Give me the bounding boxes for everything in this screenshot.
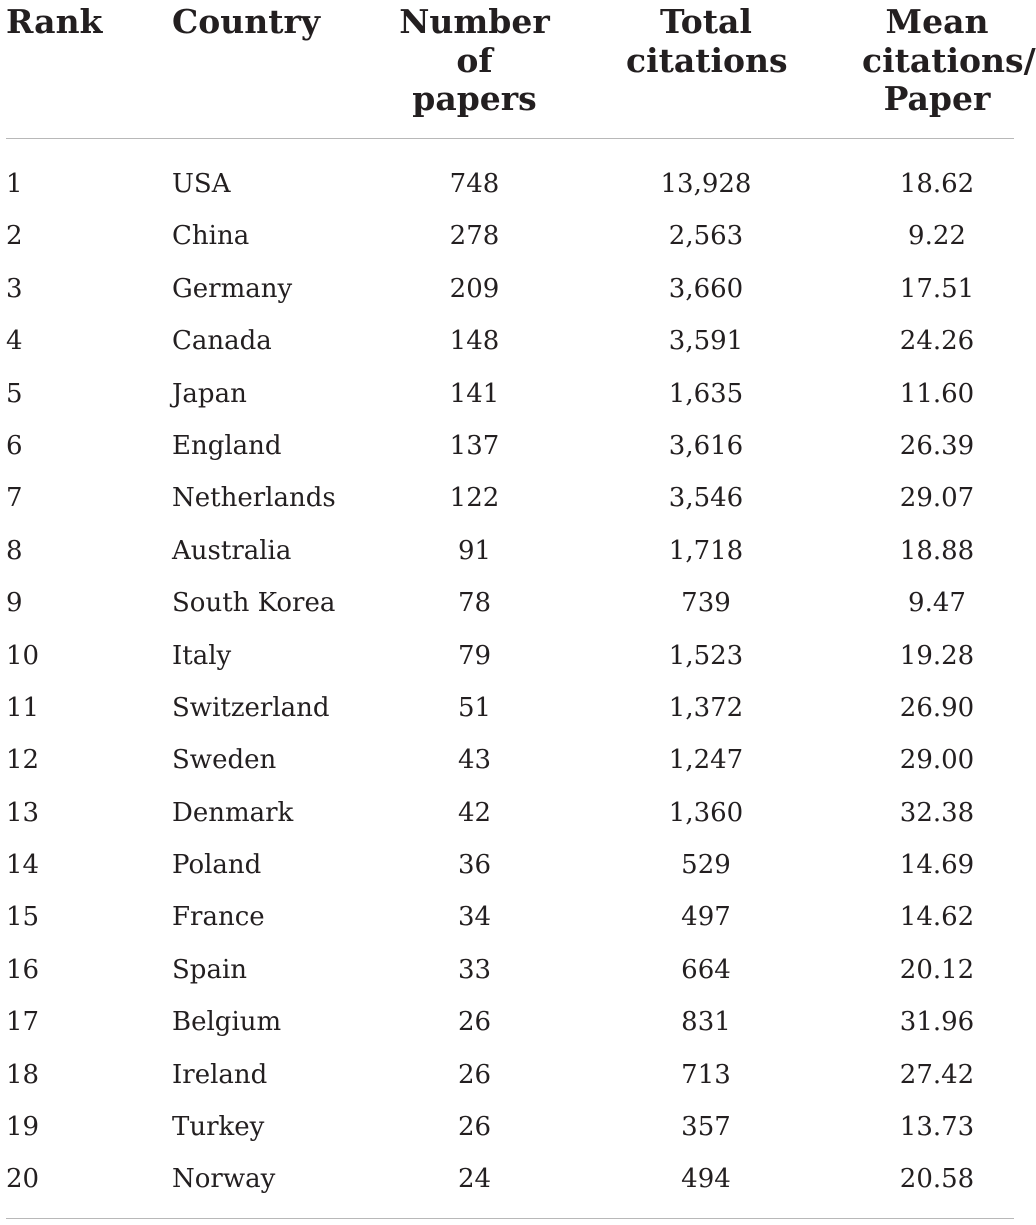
total-citations-cell: 1,372: [668, 692, 744, 723]
table-row: [0, 577, 1017, 629]
table-header: [0, 0, 1036, 120]
country-cell: Australia: [172, 535, 292, 566]
number-of-papers-cell: 26: [457, 1059, 492, 1090]
country-cell: Belgium: [172, 1007, 282, 1038]
mean-citations-cell: 14.62: [899, 902, 975, 933]
rank-cell: 2: [6, 221, 23, 252]
total-citations-cell: 529: [681, 850, 731, 881]
total-citations-cell: 1,523: [668, 640, 744, 671]
header-country: Country: [172, 2, 321, 41]
total-citations-cell: 1,360: [668, 797, 744, 828]
country-cell: Italy: [172, 640, 232, 671]
table-row: [0, 630, 1017, 682]
total-citations-cell: 357: [681, 1112, 731, 1143]
total-citations-cell: 664: [681, 954, 731, 985]
total-citations-cell: 3,660: [668, 273, 744, 304]
rank-cell: 16: [6, 954, 40, 985]
rank-cell: 15: [6, 902, 40, 933]
number-of-papers-cell: 79: [457, 640, 492, 671]
mean-citations-cell: 18.62: [899, 169, 975, 199]
number-of-papers-cell: 24: [457, 1164, 492, 1195]
number-of-papers-cell: 748: [449, 169, 500, 199]
total-citations-cell: 2,563: [668, 221, 744, 252]
rank-cell: 12: [6, 745, 40, 776]
country-cell: Sweden: [172, 745, 277, 776]
number-of-papers-cell: 141: [449, 378, 500, 409]
total-citations-cell: 713: [681, 1059, 731, 1090]
country-cell: Canada: [172, 326, 272, 357]
mean-citations-cell: 9.47: [908, 588, 966, 619]
rank-cell: 9: [6, 588, 23, 619]
rank-cell: 7: [6, 483, 23, 514]
number-of-papers-cell: 36: [457, 850, 492, 881]
mean-citations-cell: 9.22: [908, 221, 966, 252]
mean-citations-cell: 13.73: [899, 1112, 975, 1143]
country-cell: South Korea: [172, 588, 336, 619]
table-row: [0, 525, 1017, 577]
rank-cell: 4: [6, 326, 23, 357]
rank-cell: 11: [6, 692, 40, 723]
country-cell: USA: [172, 169, 231, 199]
country-cell: Poland: [172, 850, 262, 881]
total-citations-cell: 3,591: [668, 326, 744, 357]
country-cell: Japan: [172, 378, 247, 409]
rank-cell: 10: [6, 640, 40, 671]
country-cell: Norway: [172, 1164, 276, 1195]
country-cell: Ireland: [172, 1059, 268, 1090]
mean-citations-cell: 18.88: [899, 535, 975, 566]
table-row: [0, 368, 1017, 420]
table-row: [0, 472, 1017, 524]
header-mean-citations-per-paper: Mean citations/ Paper: [862, 2, 1036, 118]
rank-cell: 19: [6, 1112, 40, 1143]
total-citations-cell: 739: [681, 588, 731, 619]
country-cell: Netherlands: [172, 483, 336, 514]
rank-cell: 17: [6, 1007, 40, 1038]
table-row: [0, 420, 1017, 472]
table-row: [0, 1049, 1017, 1101]
total-citations-cell: 1,635: [668, 378, 744, 409]
table-row: [0, 158, 1017, 210]
rank-cell: 14: [6, 850, 40, 881]
rank-cell: 8: [6, 535, 23, 566]
total-citations-cell: 1,718: [668, 535, 744, 566]
mean-citations-cell: 32.38: [899, 797, 975, 828]
header-total-citations: Total citations: [626, 2, 788, 80]
number-of-papers-cell: 137: [449, 430, 500, 461]
mean-citations-cell: 17.51: [899, 273, 975, 304]
mean-citations-cell: 20.58: [899, 1164, 975, 1195]
mean-citations-cell: 14.69: [899, 850, 975, 881]
table-row: [0, 210, 1017, 262]
number-of-papers-cell: 78: [457, 588, 492, 619]
rank-cell: 18: [6, 1059, 40, 1090]
rank-cell: 5: [6, 378, 23, 409]
country-cell: Denmark: [172, 797, 294, 828]
number-of-papers-cell: 26: [457, 1112, 492, 1143]
country-cell: China: [172, 221, 250, 252]
number-of-papers-cell: 91: [457, 535, 492, 566]
country-cell: Turkey: [172, 1112, 265, 1143]
rank-cell: 3: [6, 273, 23, 304]
total-citations-cell: 497: [681, 902, 731, 933]
total-citations-cell: 13,928: [660, 169, 752, 199]
number-of-papers-cell: 34: [457, 902, 492, 933]
number-of-papers-cell: 122: [449, 483, 500, 514]
table-row: [0, 787, 1017, 839]
mean-citations-cell: 29.00: [899, 745, 975, 776]
total-citations-cell: 3,616: [668, 430, 744, 461]
header-rank: Rank: [6, 2, 103, 41]
country-cell: Germany: [172, 273, 293, 304]
table-row: [0, 263, 1017, 315]
country-cell: France: [172, 902, 265, 933]
rank-cell: 1: [6, 169, 23, 199]
number-of-papers-cell: 278: [449, 221, 500, 252]
rank-cell: 13: [6, 797, 40, 828]
mean-citations-cell: 26.90: [899, 692, 975, 723]
number-of-papers-cell: 148: [449, 326, 500, 357]
mean-citations-cell: 19.28: [899, 640, 975, 671]
total-citations-cell: 494: [681, 1164, 731, 1195]
table-row: [0, 682, 1017, 734]
country-cell: Switzerland: [172, 692, 330, 723]
table-row: [0, 734, 1017, 786]
table-row: [0, 315, 1017, 367]
country-cell: England: [172, 430, 282, 461]
table-row: [0, 944, 1017, 996]
number-of-papers-cell: 209: [449, 273, 500, 304]
mean-citations-cell: 20.12: [899, 954, 975, 985]
mean-citations-cell: 11.60: [899, 378, 975, 409]
header-number-of-papers: Number of papers: [399, 2, 550, 118]
number-of-papers-cell: 43: [457, 745, 492, 776]
number-of-papers-cell: 33: [457, 954, 492, 985]
mean-citations-cell: 26.39: [899, 430, 975, 461]
number-of-papers-cell: 42: [457, 797, 492, 828]
mean-citations-cell: 24.26: [899, 326, 975, 357]
number-of-papers-cell: 26: [457, 1007, 492, 1038]
rank-cell: 6: [6, 430, 23, 461]
table-row: [0, 891, 1017, 943]
header-divider: [6, 138, 1014, 139]
rank-cell: 20: [6, 1164, 40, 1195]
number-of-papers-cell: 51: [457, 692, 492, 723]
table-row: [0, 1153, 1017, 1205]
mean-citations-cell: 31.96: [899, 1007, 975, 1038]
country-cell: Spain: [172, 954, 248, 985]
total-citations-cell: 3,546: [668, 483, 744, 514]
mean-citations-cell: 27.42: [899, 1059, 975, 1090]
table-row: [0, 1101, 1017, 1153]
table-body: [0, 158, 1017, 1206]
total-citations-cell: 831: [681, 1007, 731, 1038]
table-bottom-rule: [6, 1218, 1014, 1219]
table-row: [0, 839, 1017, 891]
table-row: [0, 996, 1017, 1048]
total-citations-cell: 1,247: [668, 745, 744, 776]
mean-citations-cell: 29.07: [899, 483, 975, 514]
